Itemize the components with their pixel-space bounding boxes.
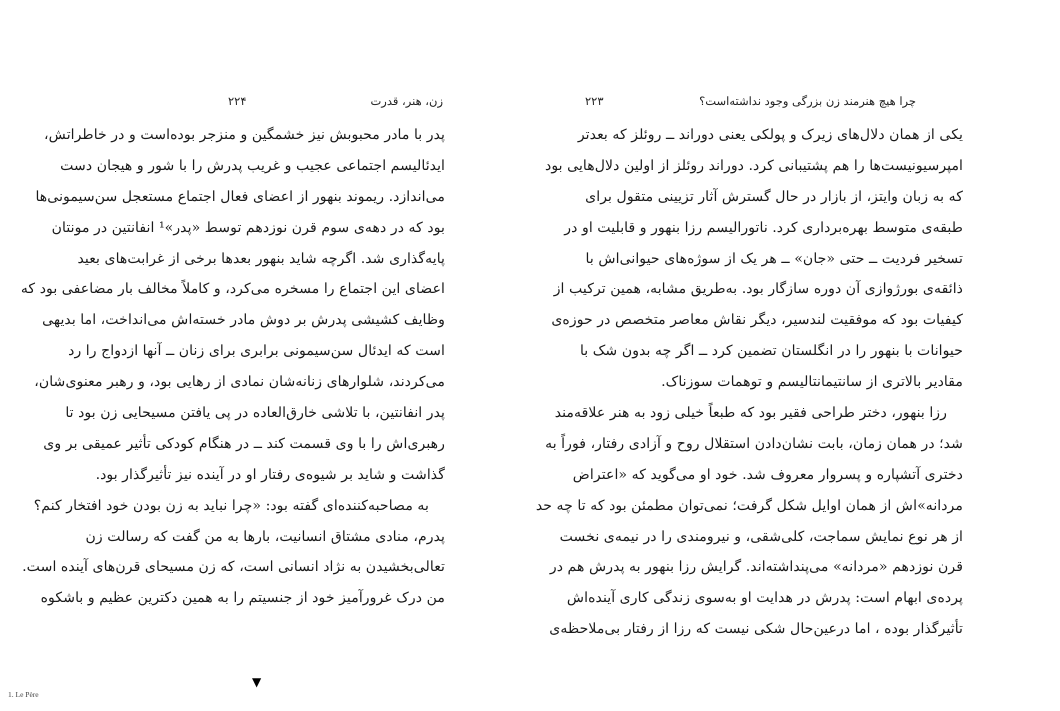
text-line: گذاشت و شاید بر شیوه‌ی رفتار او در آینده نیز تأثیرگذار بود. [95, 466, 445, 483]
text-line: است که ایدئال سن‌سیمونی برابری برای زنان ــ آنها ازدواج را رد [68, 343, 445, 360]
text-line: رزا بنهور، دختر طراحی فقیر بود که طبعاً خیلی زود به هنر علاقه‌مند [554, 405, 947, 422]
text-line: اعضای این اجتماع را مسخره می‌کرد، و کاملاً مخالف بار مضاعفی بود که [20, 281, 445, 298]
text-line: به مصاحبه‌کننده‌ای گفته بود: «چرا نباید به زن بودن خود افتخار کنم؟ [33, 497, 429, 514]
text-line: مردانه»اش از همان اوایل شکل گرفت؛ نمی‌توان مطمئن بود که تا چه حد [535, 497, 963, 514]
right-running-title: چرا هیچ هنرمند زن بزرگی وجود نداشته‌است؟ [699, 94, 916, 108]
text-line: طبقه‌ی متوسط بهره‌برداری کرد. ناتورالیسم رزا بنهور و قابلیت او در [564, 219, 963, 236]
text-line: مقادیر بالاتری از سانتیمانتالیسم و توهمات سوزناک. [661, 374, 963, 391]
text-line: از هر نوع نمایش سماجت، کلی‌شقی، و نیرومندی را در نیمه‌ی نخست [559, 528, 963, 545]
continue-arrow-icon: ▼ [252, 675, 262, 689]
text-line: رهبری‌اش را با وی قسمت کند ــ در هنگام کودکی تأثیر عمیقی بر وی [43, 435, 445, 452]
right-body-text [535, 120, 963, 645]
left-running-head [228, 92, 443, 110]
text-line: تأثیرگذار بوده ، اما درعین‌حال شکی نیست که رزا از رفتار بی‌ملاحظه‌ی [549, 621, 963, 638]
text-line: پدر انفانتین، با تلاشی خارق‌العاده در پی یافتن مسیحایی زن بود تا [65, 405, 445, 422]
text-line: تسخیر فردیت ــ حتی «جان» ــ هر یک از سوژه‌های حیوانی‌اش با [585, 250, 963, 267]
text-line: که به زبان وایتز، از بازار در حال گسترش آثار تزیینی متقول برای [585, 188, 963, 205]
text-line: پدر با مادر محبوبش نیز خشمگین و منزجر بوده‌است و در خاطراتش، [44, 127, 445, 143]
text-line: ذائقه‌ی بورژوازی آن دوره سازگار بود. به‌طریق مشابه، همین ترکیب از [553, 281, 963, 298]
text-line: شد؛ در همان زمان، بابت نشان‌دادن استقلال روح و آزادی رفتار، فوراً به [545, 435, 963, 452]
text-line: بود که در دهه‌ی سوم قرن نوزدهم توسط «پدر»¹ انفانتین در مونتان [51, 219, 445, 236]
left-body-text [20, 120, 445, 614]
text-line: من درک غرورآمیز خود از جنسیتم را به همین دکترین عظیم و باشکوه [40, 590, 445, 607]
text-line: امپرسیونیست‌ها را هم پشتیبانی کرد. دوراند روئلز از اولین دلال‌هایی بود [545, 157, 963, 174]
text-line: کیفیات بود که موفقیت لندسیر، دیگر نقاش معاصر متخصص در حوزه‌ی [551, 312, 963, 329]
right-page [530, 0, 1060, 711]
text-line: پایه‌گذاری شد. اگرچه شاید بنهور بعدها برخی از غرابت‌های بعید [77, 250, 445, 267]
right-running-head [585, 92, 916, 110]
text-line: می‌اندازد. ریموند بنهور از اعضای فعال اجتماع مستعجل سن‌سیمونی‌ها [35, 188, 445, 205]
text-line: حیوانات با بنهور را در انگلستان تضمین کرد ــ اگر چه بدون شک با [579, 343, 963, 360]
text-line: یکی از همان دلال‌های زیرک و پولکی یعنی دوراند ــ روئلز که بعدتر [577, 127, 963, 143]
text-line: تعالی‌بخشیدن به نژاد انسانی است، که زن مسیحای قرن‌های آینده است. [22, 559, 445, 576]
text-line: ایدئالیسم اجتماعی عجیب و غریب پدرش را با شور و هیجان دست [60, 157, 445, 174]
left-page-number: ۲۲۴ [228, 94, 247, 108]
text-line: قرن نوزدهم «مردانه» می‌پنداشته‌اند. گرایش رزا بنهور به پدرش هم در [549, 559, 963, 576]
text-line: پرده‌ی ابهام است: پدرش در هدایت او به‌سوی زندگی کاری آینده‌اش [566, 590, 963, 607]
text-line: پدرم، منادی مشتاق انسانیت، بارها به من گفت که رسالت زن [85, 528, 445, 545]
footnote: 1. Le Père [8, 690, 39, 699]
right-page-number: ۲۲۳ [585, 94, 604, 108]
text-line: وظایف کشیشی پدرش بر دوش مادر خسته‌اش می‌انداخت، اما بدیهی [42, 312, 445, 329]
left-running-title: زن، هنر، قدرت [370, 94, 443, 108]
text-line: می‌کردند، شلوارهای زنانه‌شان نمادی از رهایی بود، و رهبر معنوی‌شان، [34, 374, 445, 391]
text-line: دختری آتشپاره و پسروار معروف شد. خود او می‌گوید که «اعتراض [572, 466, 963, 483]
